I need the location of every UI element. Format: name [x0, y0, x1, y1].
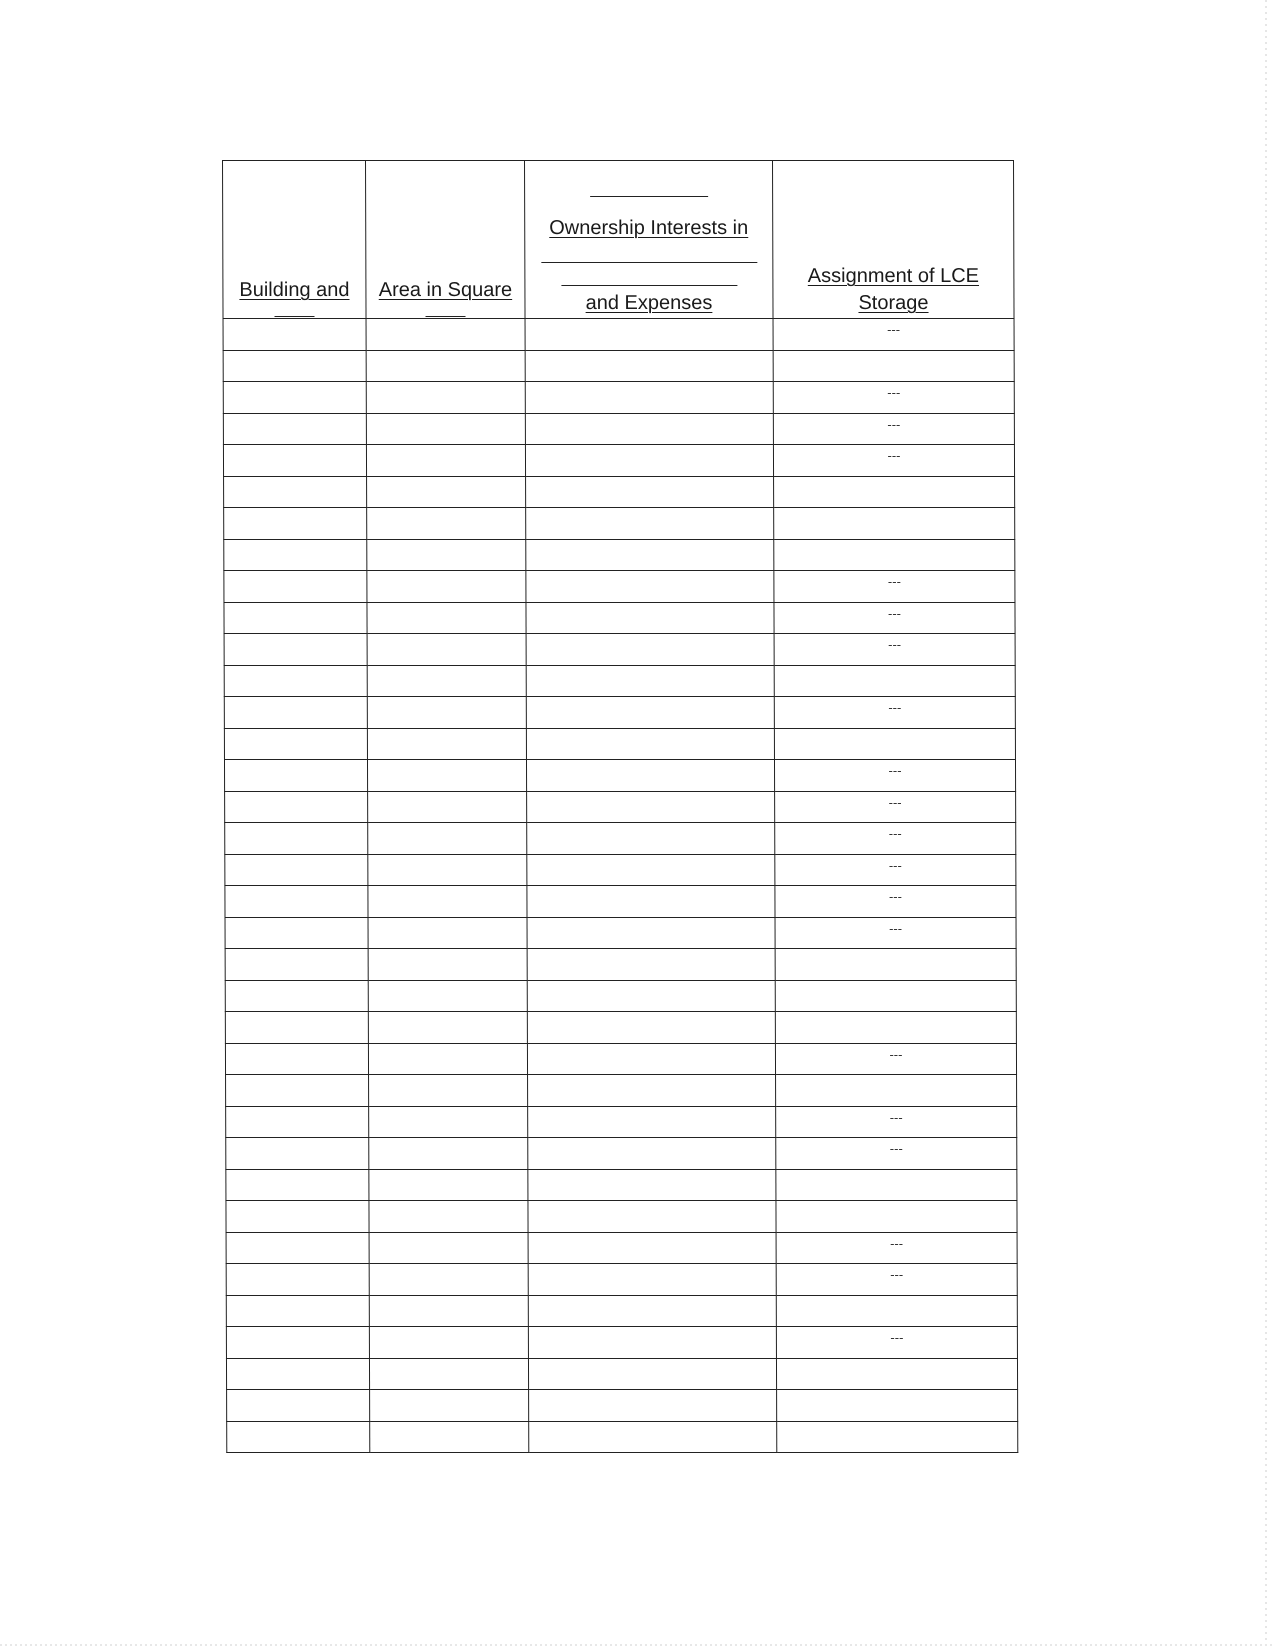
storage-cell: [774, 476, 1015, 508]
building-cell: [226, 1201, 369, 1233]
building-cell: [225, 1043, 368, 1075]
table-row: [224, 539, 1015, 571]
building-cell: [224, 760, 367, 792]
ownership-cell: [526, 476, 774, 508]
storage-cell: ---: [775, 886, 1016, 918]
table-row: [224, 728, 1015, 760]
table-row: [226, 1138, 1017, 1170]
storage-cell: [777, 1421, 1018, 1453]
area-cell: [369, 1232, 528, 1264]
storage-cell: [775, 1012, 1016, 1044]
ownership-cell: [525, 382, 773, 414]
ownership-cell: [528, 1169, 776, 1201]
header-ownership: [525, 161, 774, 319]
building-cell: [226, 1264, 369, 1296]
storage-cell: [776, 1358, 1017, 1390]
area-cell: [367, 760, 526, 792]
building-cell: [225, 980, 368, 1012]
area-cell: [367, 697, 526, 729]
table-row: [226, 1295, 1017, 1327]
blank-line: [561, 285, 737, 286]
building-cell: [225, 917, 368, 949]
building-cell: [224, 508, 367, 540]
storage-cell: ---: [774, 602, 1015, 634]
blank-line: [541, 262, 757, 263]
area-cell: [369, 1358, 528, 1390]
table-row: [223, 382, 1014, 414]
ownership-cell: [527, 886, 775, 918]
table-row: [226, 1201, 1017, 1233]
table-row: [227, 1390, 1018, 1422]
building-cell: [224, 665, 367, 697]
building-cell: [224, 728, 367, 760]
header-storage: [773, 161, 1015, 319]
table-row: [225, 1043, 1016, 1075]
table-row: [223, 350, 1014, 382]
ownership-cell: [527, 1043, 775, 1075]
building-cell: [226, 1106, 369, 1138]
table-row: [226, 1327, 1017, 1359]
header-storage-label-line2: Storage: [858, 292, 929, 314]
storage-cell: [776, 1075, 1017, 1107]
table-row: [224, 571, 1015, 603]
table-row: [225, 980, 1016, 1012]
ownership-cell: [527, 917, 775, 949]
area-cell: [369, 1138, 528, 1170]
ownership-cell: [527, 791, 775, 823]
storage-cell: ---: [775, 917, 1016, 949]
storage-cell: ---: [773, 319, 1014, 351]
area-cell: [366, 319, 525, 351]
area-cell: [368, 886, 527, 918]
building-cell: [226, 1169, 369, 1201]
header-storage-label-line1: Assignment of LCE: [807, 265, 980, 287]
building-cell: [226, 1232, 369, 1264]
table-row: [226, 1264, 1017, 1296]
storage-cell: [773, 350, 1014, 382]
table-row: [225, 823, 1016, 855]
ownership-cell: [529, 1390, 777, 1422]
building-cell: [223, 445, 366, 477]
storage-cell: ---: [774, 634, 1015, 666]
table-row: [226, 1106, 1017, 1138]
area-cell: [367, 508, 526, 540]
storage-cell: [774, 665, 1015, 697]
building-cell: [223, 382, 366, 414]
area-cell: [368, 1043, 527, 1075]
building-cell: [224, 571, 367, 603]
area-cell: [369, 1327, 528, 1359]
building-cell: [225, 949, 368, 981]
ownership-cell: [525, 319, 773, 351]
building-cell: [225, 886, 368, 918]
ownership-cell: [526, 571, 774, 603]
storage-cell: ---: [773, 413, 1014, 445]
header-building: [223, 161, 367, 319]
area-cell: [370, 1421, 529, 1453]
storage-cell: [774, 539, 1015, 571]
ownership-cell: [527, 854, 775, 886]
ownership-cell: [528, 1264, 776, 1296]
table-header: [223, 161, 1015, 319]
building-cell: [223, 413, 366, 445]
area-cell: [368, 823, 527, 855]
table-body: [223, 319, 1018, 1453]
blank-line: [590, 196, 708, 197]
area-cell: [369, 1169, 528, 1201]
area-cell: [367, 571, 526, 603]
ownership-cell: [528, 1295, 776, 1327]
ownership-cell: [526, 634, 774, 666]
table-row: [224, 665, 1015, 697]
ownership-cell: [528, 1327, 776, 1359]
building-cell: [225, 854, 368, 886]
table-row: [226, 1232, 1017, 1264]
ownership-cell: [526, 602, 774, 634]
ownership-cell: [528, 1201, 776, 1233]
header-area: [366, 161, 526, 319]
area-cell: [367, 634, 526, 666]
table-row: [224, 476, 1015, 508]
header-building-label: Building and: [239, 279, 350, 301]
storage-cell: ---: [775, 823, 1016, 855]
ownership-cell: [528, 1358, 776, 1390]
blank-line: [426, 316, 466, 317]
scan-edge-artifact: [1265, 0, 1267, 1650]
header-expenses-label: and Expenses: [585, 292, 713, 314]
blank-line: [275, 316, 315, 317]
table-row: [224, 508, 1015, 540]
storage-cell: ---: [776, 1138, 1017, 1170]
storage-cell: [776, 1295, 1017, 1327]
table-row: [226, 1075, 1017, 1107]
table-row: [225, 949, 1016, 981]
ownership-cell: [525, 350, 773, 382]
ownership-cell: [529, 1421, 777, 1453]
area-cell: [370, 1390, 529, 1422]
area-cell: [369, 1106, 528, 1138]
area-cell: [366, 350, 525, 382]
area-cell: [369, 1075, 528, 1107]
area-cell: [367, 665, 526, 697]
building-cell: [225, 791, 368, 823]
table-row: [225, 1012, 1016, 1044]
building-cell: [226, 1295, 369, 1327]
area-cell: [368, 917, 527, 949]
table-row: [225, 917, 1016, 949]
header-row: [223, 161, 1015, 319]
storage-cell: ---: [776, 1232, 1017, 1264]
table-row: [224, 634, 1015, 666]
storage-cell: [775, 980, 1016, 1012]
ownership-cell: [528, 1075, 776, 1107]
ownership-cell: [526, 508, 774, 540]
ownership-cell: [525, 413, 773, 445]
ownership-cell: [526, 665, 774, 697]
ownership-cell: [527, 1012, 775, 1044]
ownership-cell: [528, 1138, 776, 1170]
storage-cell: [774, 728, 1015, 760]
area-cell: [368, 949, 527, 981]
storage-cell: [776, 1201, 1017, 1233]
building-cell: [226, 1327, 369, 1359]
building-cell: [224, 634, 367, 666]
table-row: [223, 445, 1014, 477]
storage-cell: [775, 949, 1016, 981]
ownership-cell: [525, 445, 773, 477]
table-row: [227, 1421, 1018, 1453]
table-row: [224, 602, 1015, 634]
area-cell: [368, 980, 527, 1012]
table-row: [225, 854, 1016, 886]
area-cell: [368, 854, 527, 886]
storage-cell: ---: [776, 1264, 1017, 1296]
storage-cell: ---: [775, 854, 1016, 886]
building-cell: [226, 1358, 369, 1390]
table-row: [223, 319, 1014, 351]
storage-cell: ---: [776, 1327, 1017, 1359]
storage-cell: ---: [774, 697, 1015, 729]
ownership-cell: [526, 697, 774, 729]
building-cell: [225, 1012, 368, 1044]
building-cell: [227, 1421, 370, 1453]
building-cell: [224, 697, 367, 729]
building-cell: [223, 350, 366, 382]
ownership-cell: [528, 1106, 776, 1138]
ownership-cell: [527, 949, 775, 981]
ownership-cell: [526, 760, 774, 792]
storage-cell: ---: [775, 791, 1016, 823]
area-cell: [367, 539, 526, 571]
unit-schedule-table: [222, 160, 1018, 1453]
ownership-cell: [526, 728, 774, 760]
building-cell: [225, 823, 368, 855]
storage-cell: ---: [774, 571, 1015, 603]
area-cell: [368, 1012, 527, 1044]
area-cell: [366, 382, 525, 414]
storage-cell: [774, 508, 1015, 540]
storage-cell: [777, 1390, 1018, 1422]
area-cell: [369, 1264, 528, 1296]
building-cell: [224, 602, 367, 634]
ownership-cell: [527, 980, 775, 1012]
table-row: [225, 791, 1016, 823]
ownership-cell: [528, 1232, 776, 1264]
storage-cell: ---: [773, 382, 1014, 414]
area-cell: [367, 476, 526, 508]
building-cell: [224, 476, 367, 508]
table-row: [224, 697, 1015, 729]
building-cell: [227, 1390, 370, 1422]
area-cell: [369, 1201, 528, 1233]
building-cell: [223, 319, 366, 351]
header-ownership-label: Ownership Interests in: [549, 217, 749, 239]
ownership-cell: [527, 823, 775, 855]
building-cell: [226, 1075, 369, 1107]
table-row: [223, 413, 1014, 445]
storage-cell: ---: [773, 445, 1014, 477]
header-area-label: Area in Square: [378, 279, 513, 301]
building-cell: [224, 539, 367, 571]
area-cell: [366, 445, 525, 477]
storage-cell: ---: [774, 760, 1015, 792]
table-row: [226, 1358, 1017, 1390]
scan-bottom-artifact: [0, 1644, 1275, 1646]
area-cell: [369, 1295, 528, 1327]
ownership-cell: [526, 539, 774, 571]
table-row: [224, 760, 1015, 792]
storage-cell: ---: [776, 1106, 1017, 1138]
table-row: [226, 1169, 1017, 1201]
area-cell: [366, 413, 525, 445]
area-cell: [367, 602, 526, 634]
building-cell: [226, 1138, 369, 1170]
storage-cell: [776, 1169, 1017, 1201]
area-cell: [367, 728, 526, 760]
area-cell: [368, 791, 527, 823]
storage-cell: ---: [775, 1043, 1016, 1075]
table-row: [225, 886, 1016, 918]
